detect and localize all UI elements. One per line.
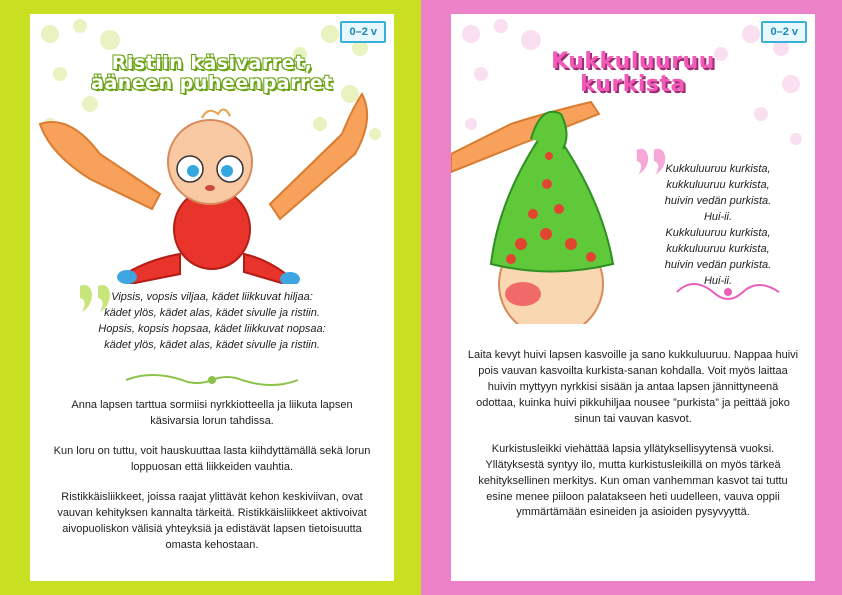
- right-page: [421, 0, 842, 595]
- title-line-2: ääneen puheenparret: [91, 71, 333, 94]
- poem-line: huivin vedän purkista.: [664, 258, 772, 271]
- poem-line: huivin vedän purkista.: [664, 194, 772, 207]
- paragraph: Laita kevyt huivi lapsen kasvoille ja sano kukkuluuruu. Nappaa huivi pois vauvan kasvoilta kurkista-sanan kohdalla. Voit myös laittaa huivin myttyyn nyrkkisi sisään ja antaa lapsen jännittyneenä odottaa, kuinka huivi pikkuhiljaa nousee ”purkista” ja peittää joko sinun tai vauvan kasvot.: [467, 349, 799, 425]
- poem: [643, 162, 793, 290]
- poem-line: Vipsis, vopsis viljaa, kädet liikkuvat hiljaa:: [111, 291, 313, 303]
- body-text: [50, 398, 374, 568]
- title-line-2: kurkista: [580, 72, 686, 98]
- body-text: [467, 348, 799, 535]
- title-line-1: Kukkuluuruu: [551, 49, 715, 74]
- poem-line: kukkuluuruu kurkista,: [666, 242, 770, 255]
- poem-line: kukkuluuruu kurkista,: [666, 178, 770, 191]
- baby-with-scarf-illustration: [451, 94, 641, 324]
- paragraph: Kurkistusleikki viehättää lapsia yllätyksellisyytensä vuoksi. Yllätyksestä syntyy ilo, mutta kurkistusleikillä on myös tärkeä kehityksellinen merkitys. Kun oman vanhemman kasvot tai tuttu esine menee piiloon palatakseen heti uudelleen, vauva oppii ymmärtämään esineiden ja asioiden pysyvyyttä.: [478, 442, 788, 519]
- paragraph: Ristikkäisliikkeet, joissa raajat ylittävät kehon keskiviivan, ovat vauvan kehityksen kannalta tärkeitä. Ristikkäisliikkeet aktivoivat aivopuoliskon välisiä yhteyksiä ja edistävät lapsen tietoisuutta omasta kehostaan.: [57, 490, 367, 551]
- left-card: [30, 14, 394, 581]
- poem-line: kädet ylös, kädet alas, kädet sivulle ja ristiin.: [104, 338, 320, 351]
- poem-line: Hopsis, kopsis hopsaa, kädet liikkuvat nopsaa:: [98, 322, 326, 335]
- poem-line: kädet ylös, kädet alas, kädet sivulle ja ristiin.: [104, 306, 320, 319]
- age-badge: 0–2 v: [761, 21, 807, 43]
- paragraph: Kun loru on tuttu, voit hauskuuttaa lasta kiihdyttämällä sekä lorun loppuosan että liikkeiden vauhtia.: [53, 444, 371, 473]
- title-line-1: Ristiin käsivarret,: [111, 52, 313, 74]
- baby-with-hands-illustration: [30, 84, 394, 284]
- age-badge: 0–2 v: [340, 21, 386, 43]
- flourish-divider: [122, 370, 302, 390]
- flourish-decoration: [673, 272, 783, 312]
- page-title: [451, 50, 815, 96]
- poem-line: Kukkuluuruu kurkista,: [665, 163, 771, 175]
- poem-line: Kukkuluuruu kurkista,: [665, 226, 771, 239]
- poem-line: Hui-ii.: [703, 210, 733, 223]
- poem-line: Hui-ii.: [703, 274, 733, 287]
- paragraph: Anna lapsen tarttua sormiisi nyrkkiotteella ja liikuta lapsen käsivarsia lorun tahdissa.: [71, 399, 353, 427]
- poem: [40, 290, 384, 354]
- right-card: [451, 14, 815, 581]
